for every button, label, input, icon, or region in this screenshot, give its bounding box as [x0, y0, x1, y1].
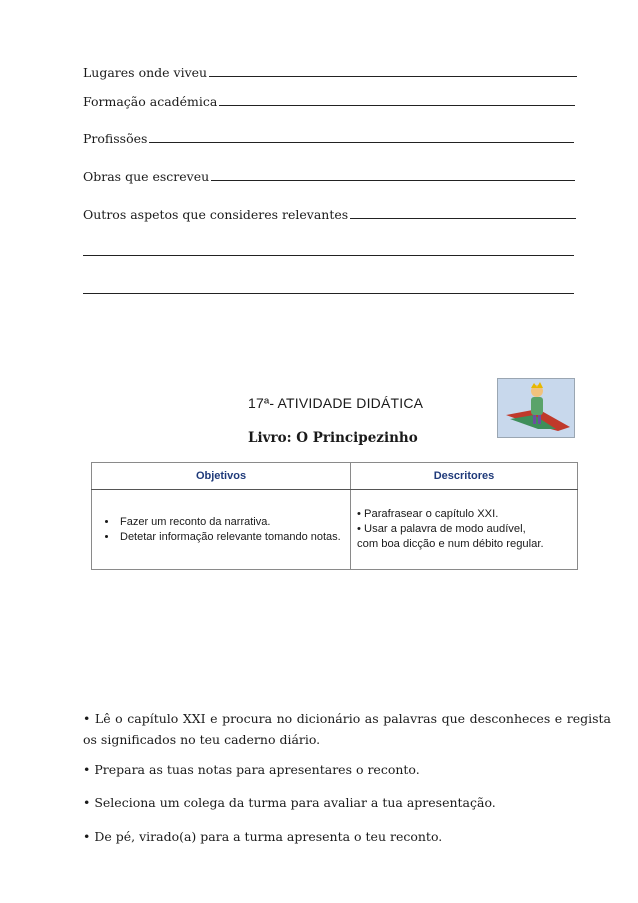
task-item: • Lê o capítulo XXI e procura no dicionário as palavras que desconheces e regista os significados no teu caderno diário.	[83, 711, 611, 747]
form-line-formacao	[83, 91, 575, 109]
task-item: • Seleciona um colega da turma para avaliar a tua apresentação.	[83, 795, 496, 810]
answer-blank-outros[interactable]	[350, 206, 576, 219]
descriptor-line: • Usar a palavra de modo audível,	[357, 523, 526, 535]
form-line-obras	[83, 166, 575, 184]
answer-blank-extra-2[interactable]	[83, 281, 574, 294]
form-line-outros	[83, 204, 576, 222]
form-label-obras: Obras que escreveu	[83, 169, 210, 184]
form-label-lugares: Lugares onde viveu	[83, 65, 208, 80]
objectives-list	[98, 515, 344, 545]
answer-blank-formacao[interactable]	[219, 93, 575, 106]
form-line-profissoes	[83, 128, 574, 146]
table-row	[92, 490, 578, 570]
answer-blank-obras[interactable]	[211, 168, 575, 181]
little-prince-icon	[498, 379, 574, 437]
descriptors-cell	[351, 490, 578, 570]
list-item: • Fazer um reconto da narrativa.	[118, 515, 344, 530]
list-item: • Detetar informação relevante tomando notas.	[118, 530, 344, 545]
answer-blank-extra-1[interactable]	[83, 243, 574, 256]
little-prince-illustration	[497, 378, 575, 438]
book-title: Livro: O Principezinho	[248, 430, 418, 446]
form-line-extra-2	[83, 279, 574, 297]
form-label-profissoes: Profissões	[83, 131, 148, 146]
answer-blank-profissoes[interactable]	[149, 130, 574, 143]
form-label-outros: Outros aspetos que consideres relevantes	[83, 207, 349, 222]
descriptor-line: • Parafrasear o capítulo XXI.	[357, 508, 499, 520]
task-item: • Prepara as tuas notas para apresentares o reconto.	[83, 762, 420, 777]
activity-title: 17ª- ATIVIDADE DIDÁTICA	[248, 395, 424, 411]
descriptor-line: com boa dicção e num débito regular.	[357, 538, 544, 550]
table-header-row	[92, 463, 578, 490]
task-item: • De pé, virado(a) para a turma apresenta o teu reconto.	[83, 829, 443, 844]
header-descritores: Descritores	[351, 463, 578, 490]
form-label-formacao: Formação académica	[83, 94, 218, 109]
objectives-table	[91, 462, 578, 570]
header-objetivos: Objetivos	[92, 463, 351, 490]
form-line-lugares	[83, 62, 577, 80]
form-line-extra-1	[83, 241, 574, 259]
objectives-cell	[92, 490, 351, 570]
answer-blank-lugares[interactable]	[209, 64, 577, 77]
